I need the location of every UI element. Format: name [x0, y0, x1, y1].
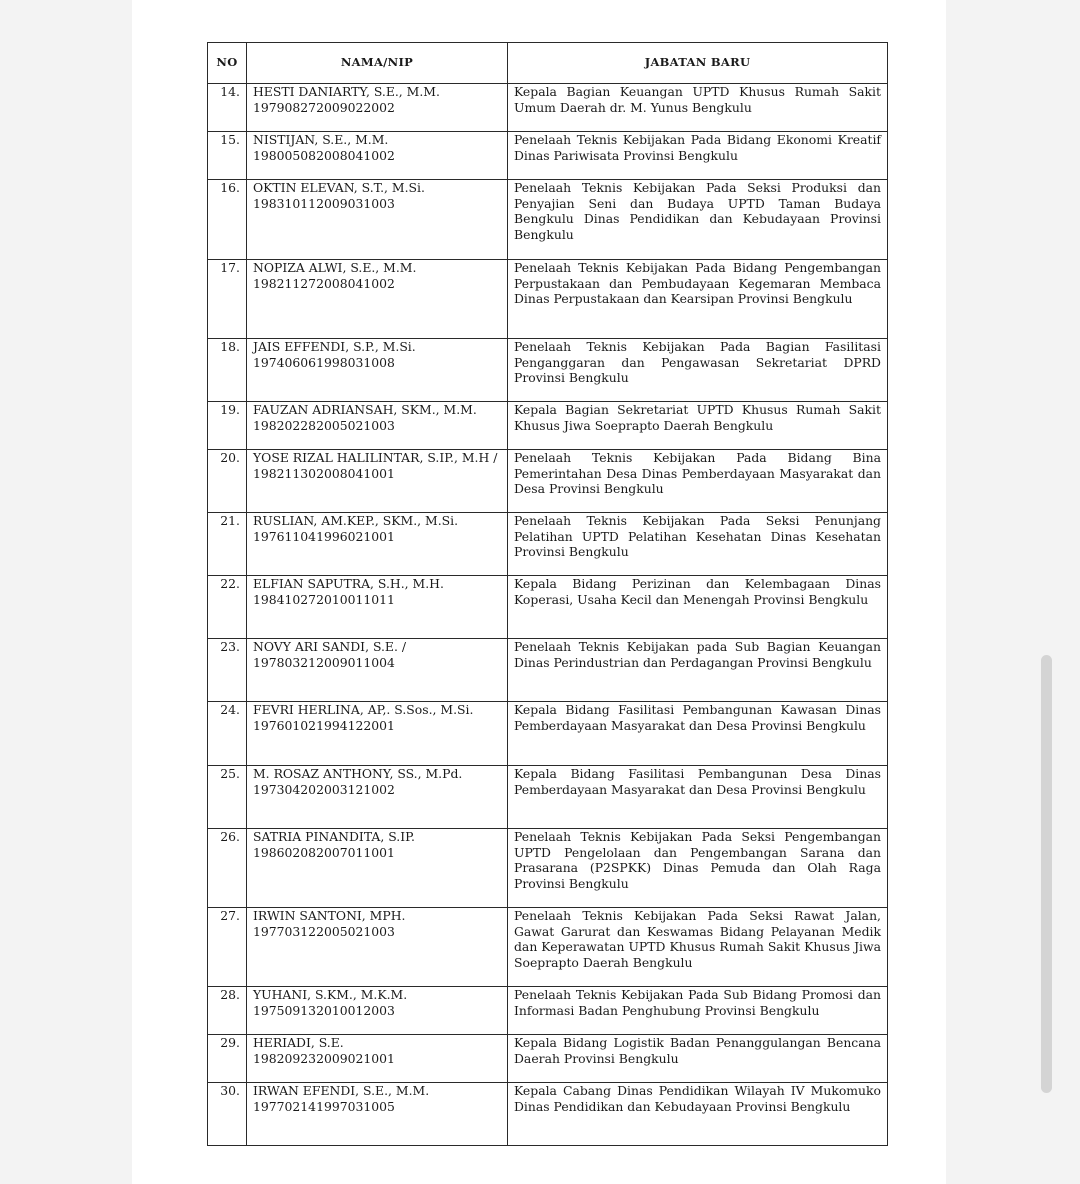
table-row [208, 84, 888, 132]
header-jabatan-baru: JABATAN BARU [508, 43, 888, 84]
employee-nip: 198209232009021001 [253, 1050, 395, 1066]
employee-nip: 197509132010012003 [253, 1002, 395, 1018]
row-nama-nip [247, 450, 508, 513]
row-nama-nip [247, 1083, 508, 1146]
employee-nip: 197803212009011004 [253, 654, 395, 670]
row-number: 18. [208, 339, 247, 402]
employee-nip: 197406061998031008 [253, 354, 395, 370]
row-jabatan-baru: Kepala Bidang Fasilitasi Pembangunan Kawasan Dinas Pemberdayaan Masyarakat dan Desa Provinsi Bengkulu [508, 702, 888, 766]
row-number: 19. [208, 402, 247, 450]
row-nama-nip [247, 1035, 508, 1083]
row-jabatan-baru: Penelaah Teknis Kebijakan Pada Seksi Penunjang Pelatihan UPTD Pelatihan Kesehatan Dinas Kesehatan Provinsi Bengkulu [508, 513, 888, 576]
table-row [208, 576, 888, 639]
table-row [208, 402, 888, 450]
row-nama-nip [247, 84, 508, 132]
table-row [208, 766, 888, 829]
row-nama-nip [247, 639, 508, 702]
row-number: 30. [208, 1083, 247, 1146]
row-number: 22. [208, 576, 247, 639]
employee-nip: 197611041996021001 [253, 528, 395, 544]
employee-name: IRWAN EFENDI, S.E., M.M. [253, 1083, 430, 1098]
table-row [208, 339, 888, 402]
employee-nip: 197703122005021003 [253, 923, 395, 939]
row-number: 21. [208, 513, 247, 576]
employee-name: OKTIN ELEVAN, S.T., M.Si. [253, 180, 425, 195]
row-jabatan-baru: Penelaah Teknis Kebijakan Pada Bidang Pengembangan Perpustakaan dan Pembudayaan Kegemaran Membaca Dinas Perpustakaan dan Kearsipan Provinsi Bengkulu [508, 260, 888, 339]
table-body [208, 84, 888, 1146]
row-jabatan-baru: Penelaah Teknis Kebijakan pada Sub Bagian Keuangan Dinas Perindustrian dan Perdagangan Provinsi Bengkulu [508, 639, 888, 702]
employee-nip: 198211302008041001 [253, 465, 395, 481]
row-number: 17. [208, 260, 247, 339]
row-jabatan-baru: Penelaah Teknis Kebijakan Pada Bidang Ekonomi Kreatif Dinas Pariwisata Provinsi Bengkulu [508, 132, 888, 180]
personnel-table [207, 42, 888, 1146]
employee-nip: 197908272009022002 [253, 99, 395, 115]
employee-name: ELFIAN SAPUTRA, S.H., M.H. [253, 576, 444, 591]
employee-nip: 198310112009031003 [253, 195, 395, 211]
employee-nip: 197601021994122001 [253, 717, 395, 733]
row-number: 25. [208, 766, 247, 829]
row-nama-nip [247, 576, 508, 639]
table-header-row [208, 43, 888, 84]
table-row [208, 829, 888, 908]
row-number: 14. [208, 84, 247, 132]
row-nama-nip [247, 987, 508, 1035]
row-jabatan-baru: Kepala Bidang Perizinan dan Kelembagaan Dinas Koperasi, Usaha Kecil dan Menengah Provinsi Bengkulu [508, 576, 888, 639]
row-number: 20. [208, 450, 247, 513]
employee-nip: 198211272008041002 [253, 275, 395, 291]
table-row [208, 513, 888, 576]
employee-nip: 197702141997031005 [253, 1098, 395, 1114]
row-number: 29. [208, 1035, 247, 1083]
header-nama-nip: NAMA/NIP [247, 43, 508, 84]
row-jabatan-baru: Kepala Bidang Logistik Badan Penanggulangan Bencana Daerah Provinsi Bengkulu [508, 1035, 888, 1083]
table-row [208, 702, 888, 766]
row-jabatan-baru: Penelaah Teknis Kebijakan Pada Seksi Pengembangan UPTD Pengelolaan dan Pengembangan Sarana dan Prasarana (P2SPKK) Dinas Pemuda dan Olah Raga Provinsi Bengkulu [508, 829, 888, 908]
employee-nip: 198005082008041002 [253, 147, 395, 163]
table-row [208, 450, 888, 513]
employee-name: JAIS EFFENDI, S.P., M.Si. [253, 339, 416, 354]
row-number: 27. [208, 908, 247, 987]
employee-name: HESTI DANIARTY, S.E., M.M. [253, 84, 440, 99]
row-number: 15. [208, 132, 247, 180]
employee-name: FEVRI HERLINA, AP,. S.Sos., M.Si. [253, 702, 474, 717]
table-row [208, 639, 888, 702]
row-number: 28. [208, 987, 247, 1035]
row-jabatan-baru: Penelaah Teknis Kebijakan Pada Sub Bidang Promosi dan Informasi Badan Penghubung Provinsi Bengkulu [508, 987, 888, 1035]
row-jabatan-baru: Penelaah Teknis Kebijakan Pada Seksi Rawat Jalan, Gawat Garurat dan Keswamas Bidang Pelayanan Medik dan Keperawatan UPTD Khusus Rumah Sakit Khusus Jiwa Soeprapto Daerah Bengkulu [508, 908, 888, 987]
employee-nip: 197304202003121002 [253, 781, 395, 797]
employee-name: YUHANI, S.KM., M.K.M. [253, 987, 408, 1002]
employee-nip: 198602082007011001 [253, 844, 395, 860]
row-nama-nip [247, 132, 508, 180]
row-jabatan-baru: Kepala Bagian Sekretariat UPTD Khusus Rumah Sakit Khusus Jiwa Soeprapto Daerah Bengkulu [508, 402, 888, 450]
table-row [208, 132, 888, 180]
row-nama-nip [247, 908, 508, 987]
header-no: NO [208, 43, 247, 84]
employee-name: RUSLIAN, AM.KEP., SKM., M.Si. [253, 513, 459, 528]
document-page [132, 0, 946, 1184]
employee-nip: 198202282005021003 [253, 417, 395, 433]
employee-name: YOSE RIZAL HALILINTAR, S.IP., M.H / [253, 450, 498, 465]
row-jabatan-baru: Kepala Cabang Dinas Pendidikan Wilayah IV Mukomuko Dinas Pendidikan dan Kebudayaan Provinsi Bengkulu [508, 1083, 888, 1146]
row-nama-nip [247, 260, 508, 339]
row-jabatan-baru: Penelaah Teknis Kebijakan Pada Bidang Bina Pemerintahan Desa Dinas Pemberdayaan Masyarakat dan Desa Provinsi Bengkulu [508, 450, 888, 513]
row-nama-nip [247, 829, 508, 908]
table-row [208, 180, 888, 260]
table-row [208, 260, 888, 339]
row-nama-nip [247, 339, 508, 402]
employee-name: M. ROSAZ ANTHONY, SS., M.Pd. [253, 766, 463, 781]
employee-name: NOPIZA ALWI, S.E., M.M. [253, 260, 417, 275]
employee-name: IRWIN SANTONI, MPH. [253, 908, 406, 923]
row-number: 24. [208, 702, 247, 766]
table-row [208, 1035, 888, 1083]
row-number: 23. [208, 639, 247, 702]
employee-name: FAUZAN ADRIANSAH, SKM., M.M. [253, 402, 477, 417]
row-jabatan-baru: Penelaah Teknis Kebijakan Pada Seksi Produksi dan Penyajian Seni dan Budaya UPTD Taman Budaya Bengkulu Dinas Pendidikan dan Kebudayaan Provinsi Bengkulu [508, 180, 888, 260]
vertical-scrollbar[interactable] [1041, 655, 1052, 1093]
row-nama-nip [247, 766, 508, 829]
employee-name: NOVY ARI SANDI, S.E. / [253, 639, 407, 654]
employee-name: HERIADI, S.E. [253, 1035, 344, 1050]
row-nama-nip [247, 513, 508, 576]
row-nama-nip [247, 702, 508, 766]
table-row [208, 908, 888, 987]
employee-name: SATRIA PINANDITA, S.IP. [253, 829, 415, 844]
table-row [208, 1083, 888, 1146]
row-number: 26. [208, 829, 247, 908]
table-row [208, 987, 888, 1035]
row-jabatan-baru: Kepala Bagian Keuangan UPTD Khusus Rumah Sakit Umum Daerah dr. M. Yunus Bengkulu [508, 84, 888, 132]
row-jabatan-baru: Kepala Bidang Fasilitasi Pembangunan Desa Dinas Pemberdayaan Masyarakat dan Desa Provinsi Bengkulu [508, 766, 888, 829]
row-nama-nip [247, 180, 508, 260]
employee-nip: 198410272010011011 [253, 591, 395, 607]
row-number: 16. [208, 180, 247, 260]
row-nama-nip [247, 402, 508, 450]
employee-name: NISTIJAN, S.E., M.M. [253, 132, 389, 147]
row-jabatan-baru: Penelaah Teknis Kebijakan Pada Bagian Fasilitasi Penganggaran dan Pengawasan Sekretariat DPRD Provinsi Bengkulu [508, 339, 888, 402]
